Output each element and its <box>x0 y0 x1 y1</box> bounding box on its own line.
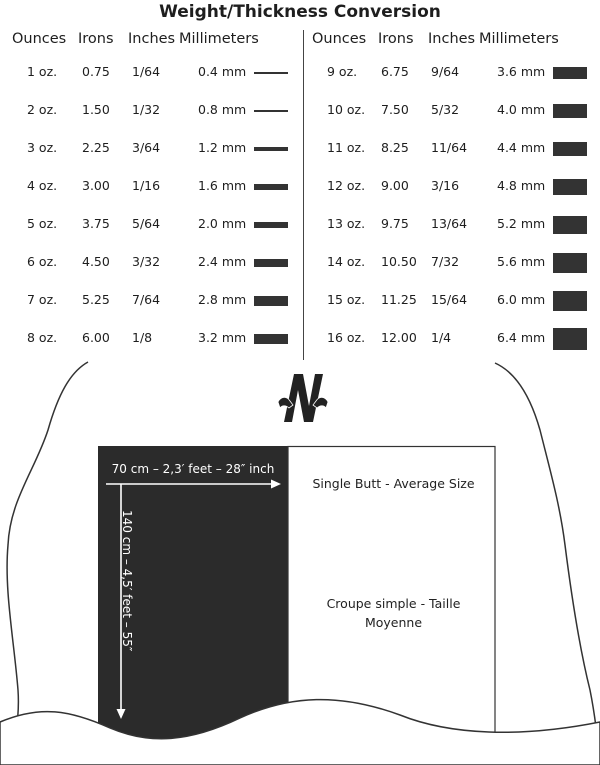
cell-ounces-right: 12 oz. <box>327 178 366 193</box>
horizontal-dimension-label: 70 cm – 2,3′ feet – 28″ inch <box>111 462 275 476</box>
english-size-label: Single Butt - Average Size <box>312 476 475 491</box>
cell-millimeters-right: 5.6 mm <box>497 254 546 269</box>
cell-irons-right: 10.50 <box>381 254 417 269</box>
brand-logo <box>278 374 328 422</box>
cell-millimeters-left: 2.0 mm <box>198 216 247 231</box>
french-size-label: Croupe simple - Taille Moyenne <box>326 596 461 630</box>
cell-inches-left: 1/32 <box>132 102 161 117</box>
cell-ounces-right: 16 oz. <box>327 330 366 345</box>
header-inches-right: Inches <box>428 31 476 47</box>
cell-irons-right: 9.00 <box>381 178 409 193</box>
cell-millimeters-right: 4.4 mm <box>497 140 546 155</box>
cell-ounces-right: 13 oz. <box>327 216 366 231</box>
header-ounces-right: Ounces <box>312 31 367 47</box>
cell-inches-left: 1/64 <box>132 64 161 79</box>
cell-millimeters-right: 4.8 mm <box>497 178 546 193</box>
cell-ounces-right: 14 oz. <box>327 254 366 269</box>
cell-ounces-right: 15 oz. <box>327 292 366 307</box>
cell-ounces-left: 4 oz. <box>27 178 58 193</box>
header-irons-left: Irons <box>78 31 114 47</box>
cell-irons-right: 6.75 <box>381 64 409 79</box>
cell-millimeters-left: 0.8 mm <box>198 102 247 117</box>
cell-inches-right: 9/64 <box>431 64 460 79</box>
cell-inches-right: 13/64 <box>431 216 468 231</box>
hide-outline <box>7 362 88 765</box>
cell-millimeters-right: 4.0 mm <box>497 102 546 117</box>
cell-irons-left: 0.75 <box>82 64 110 79</box>
cell-ounces-left: 3 oz. <box>27 140 58 155</box>
cell-millimeters-right: 5.2 mm <box>497 216 546 231</box>
cell-ounces-left: 2 oz. <box>27 102 58 117</box>
cell-millimeters-right: 6.4 mm <box>497 330 546 345</box>
cell-irons-left: 5.25 <box>82 292 110 307</box>
vertical-dimension-label: 140 cm – 4,5′ feet – 55″ <box>120 510 134 652</box>
cell-irons-left: 3.75 <box>82 216 110 231</box>
cell-irons-right: 11.25 <box>381 292 417 307</box>
cell-inches-left: 5/64 <box>132 216 161 231</box>
cell-millimeters-left: 1.2 mm <box>198 140 247 155</box>
cell-irons-left: 3.00 <box>82 178 110 193</box>
cell-irons-left: 4.50 <box>82 254 110 269</box>
cell-ounces-left: 6 oz. <box>27 254 58 269</box>
cell-inches-left: 7/64 <box>132 292 161 307</box>
cell-millimeters-left: 2.4 mm <box>198 254 247 269</box>
cell-inches-left: 1/8 <box>132 330 153 345</box>
cell-inches-right: 3/16 <box>431 178 460 193</box>
hide-outline-right <box>495 363 600 765</box>
cell-millimeters-left: 0.4 mm <box>198 64 247 79</box>
chart-title: Weight/Thickness Conversion <box>159 2 441 22</box>
header-millimeters-right: Millimeters <box>479 31 559 47</box>
cell-ounces-right: 11 oz. <box>327 140 366 155</box>
cell-inches-left: 3/32 <box>132 254 161 269</box>
cell-irons-right: 9.75 <box>381 216 409 231</box>
cell-ounces-left: 1 oz. <box>27 64 58 79</box>
cell-inches-left: 1/16 <box>132 178 161 193</box>
cell-irons-right: 7.50 <box>381 102 409 117</box>
cell-ounces-left: 7 oz. <box>27 292 58 307</box>
cell-millimeters-right: 3.6 mm <box>497 64 546 79</box>
bottom-wave <box>0 700 600 765</box>
cell-irons-right: 12.00 <box>381 330 417 345</box>
cell-irons-right: 8.25 <box>381 140 409 155</box>
cell-ounces-right: 9 oz. <box>327 64 358 79</box>
cell-millimeters-left: 2.8 mm <box>198 292 247 307</box>
cell-inches-right: 15/64 <box>431 292 468 307</box>
header-irons-right: Irons <box>378 31 414 47</box>
cell-irons-left: 1.50 <box>82 102 110 117</box>
cell-ounces-left: 5 oz. <box>27 216 58 231</box>
cell-inches-right: 11/64 <box>431 140 468 155</box>
header-inches-left: Inches <box>128 31 176 47</box>
cell-millimeters-left: 1.6 mm <box>198 178 247 193</box>
cell-millimeters-right: 6.0 mm <box>497 292 546 307</box>
cell-irons-left: 6.00 <box>82 330 110 345</box>
cell-inches-right: 1/4 <box>431 330 452 345</box>
cell-inches-right: 5/32 <box>431 102 460 117</box>
header-ounces-left: Ounces <box>12 31 67 47</box>
header-millimeters-left: Millimeters <box>179 31 259 47</box>
cell-ounces-right: 10 oz. <box>327 102 366 117</box>
cell-ounces-left: 8 oz. <box>27 330 58 345</box>
cell-inches-left: 3/64 <box>132 140 161 155</box>
cell-millimeters-left: 3.2 mm <box>198 330 247 345</box>
cell-inches-right: 7/32 <box>431 254 460 269</box>
cell-irons-left: 2.25 <box>82 140 110 155</box>
